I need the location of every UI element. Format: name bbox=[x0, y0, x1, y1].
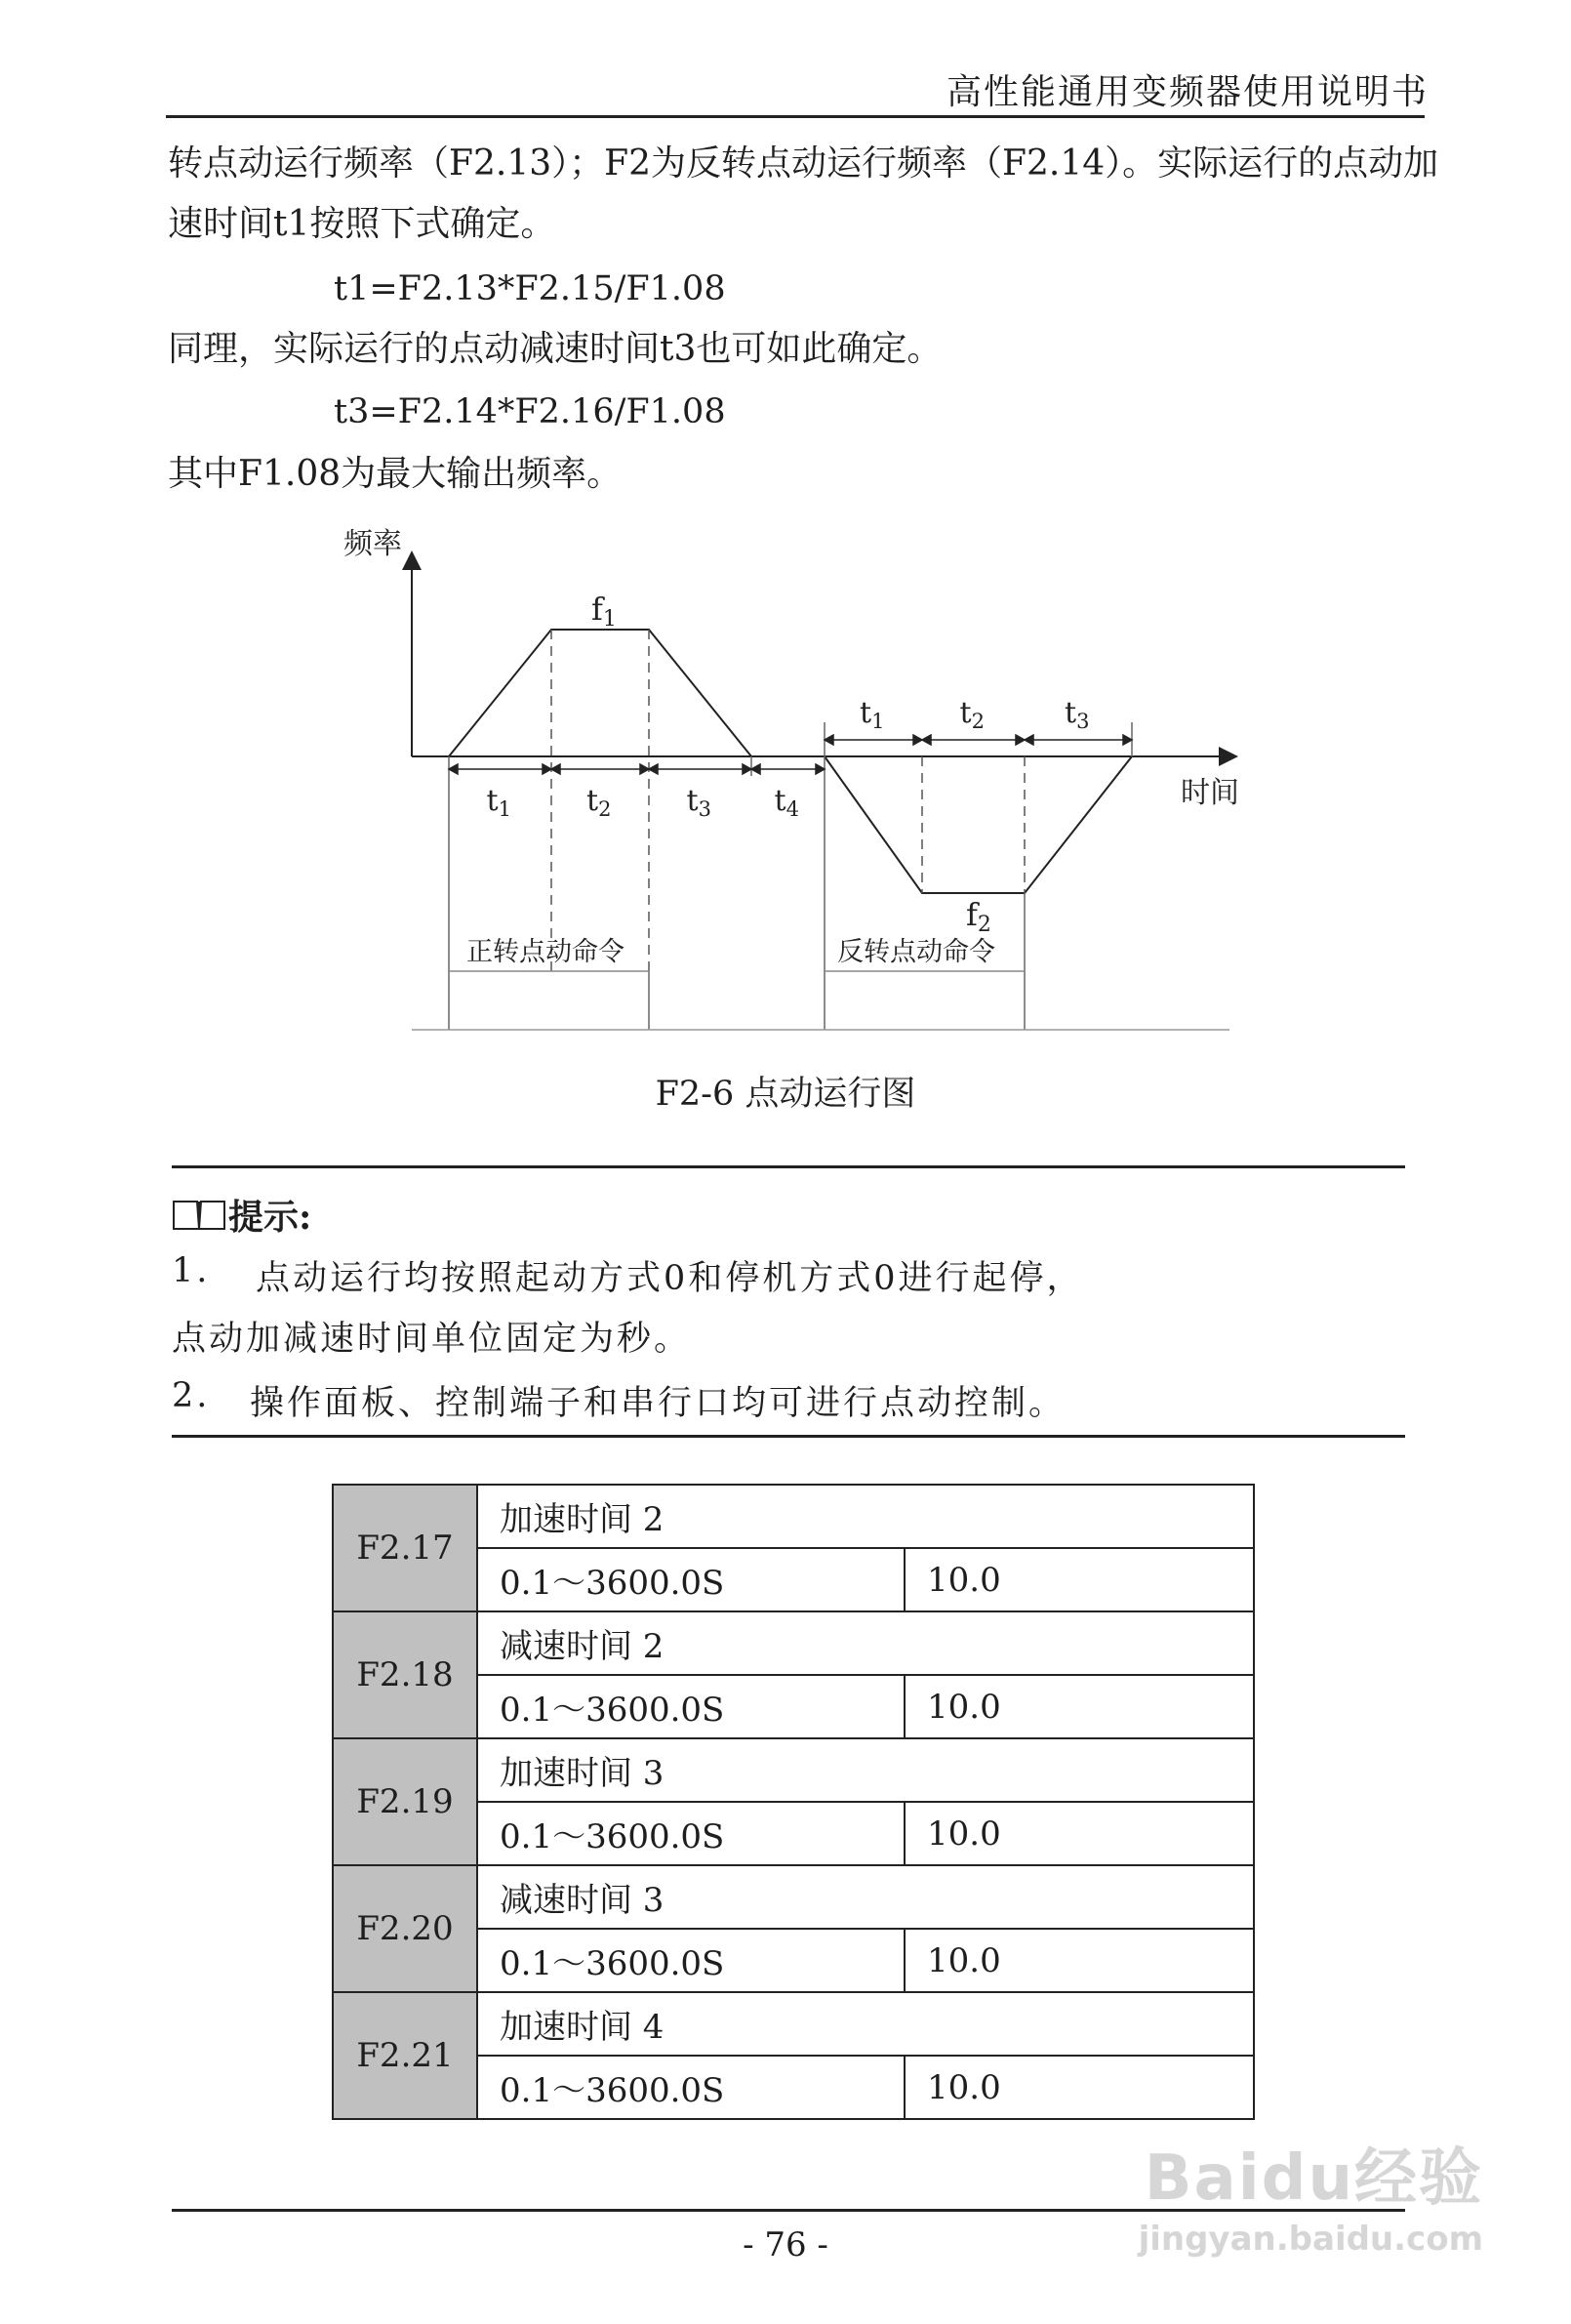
forward-jog-curve bbox=[449, 630, 751, 756]
document-title: 高性能通用变频器使用说明书 bbox=[946, 72, 1429, 112]
arrow-head bbox=[751, 764, 760, 774]
arrow-head bbox=[551, 764, 560, 774]
interval-label: $t_1$ bbox=[860, 696, 885, 733]
paragraph-line-3: 同理，实际运行的点动减速时间t3也可如此确定。 bbox=[168, 329, 943, 369]
formula-t1: t1=F2.13*F2.15/F1.08 bbox=[334, 269, 726, 308]
interval-label: $t_2$ bbox=[586, 784, 612, 821]
interval-label: $t_1$ bbox=[486, 784, 511, 821]
f1-label: f1 bbox=[591, 591, 617, 632]
param-range: 0.1～3600.0S bbox=[477, 2056, 905, 2119]
arrow-head bbox=[1123, 735, 1132, 745]
y-axis-label: 频率 bbox=[343, 527, 402, 561]
figure-caption: F2-6 点动运行图 bbox=[655, 1075, 916, 1114]
param-range: 0.1～3600.0S bbox=[477, 1675, 905, 1738]
tip-item-1-number: 1. bbox=[172, 1251, 211, 1290]
jog-operation-diagram bbox=[322, 517, 1249, 1044]
param-name: 减速时间 3 bbox=[477, 1865, 1254, 1929]
param-row-name bbox=[333, 1865, 1254, 1929]
book-icon bbox=[172, 1198, 226, 1233]
param-row-name bbox=[333, 1485, 1254, 1548]
paragraph-line-2: 速时间t1按照下式确定。 bbox=[168, 204, 556, 244]
tip-item-1-continuation: 点动加减速时间单位固定为秒。 bbox=[172, 1320, 692, 1359]
formula-t3: t3=F2.14*F2.16/F1.08 bbox=[334, 392, 726, 431]
arrow-head bbox=[649, 764, 658, 774]
interval-label: $t_4$ bbox=[774, 784, 799, 821]
param-range: 0.1～3600.0S bbox=[477, 1929, 905, 1992]
arrow-head bbox=[449, 764, 458, 774]
arrow-head bbox=[922, 735, 931, 745]
param-row-name bbox=[333, 1611, 1254, 1675]
param-default: 10.0 bbox=[905, 2056, 1254, 2119]
paragraph-line-1: 转点动运行频率（F2.13）；F2为反转点动运行频率（F2.14）。实际运行的点动加 bbox=[168, 143, 1439, 183]
paragraph-line-4: 其中F1.08为最大输出频率。 bbox=[168, 454, 623, 494]
param-code: F2.18 bbox=[333, 1611, 477, 1738]
interval-label: $t_2$ bbox=[959, 696, 985, 733]
tip-bottom-rule bbox=[172, 1435, 1405, 1438]
interval-label: $t_3$ bbox=[1065, 696, 1090, 733]
watermark-brand: Baidu经验 bbox=[1144, 2142, 1483, 2215]
arrow-head bbox=[1025, 735, 1033, 745]
f2-label: f2 bbox=[966, 896, 991, 937]
param-default: 10.0 bbox=[905, 1675, 1254, 1738]
tip-title: 提示: bbox=[228, 1197, 312, 1238]
param-default: 10.0 bbox=[905, 1548, 1254, 1611]
tip-item-1-text: 点动运行均按照起动方式0和停机方式0进行起停， bbox=[256, 1259, 1084, 1298]
param-code: F2.21 bbox=[333, 1992, 477, 2119]
param-name: 加速时间 2 bbox=[477, 1485, 1254, 1548]
param-code: F2.19 bbox=[333, 1738, 477, 1865]
param-default: 10.0 bbox=[905, 1929, 1254, 1992]
param-code: F2.20 bbox=[333, 1865, 477, 1992]
parameter-table bbox=[332, 1484, 1255, 2120]
baidu-watermark bbox=[1139, 2128, 1483, 2259]
reverse-jog-curve bbox=[825, 756, 1132, 893]
page-number: - 76 - bbox=[743, 2225, 828, 2264]
param-name: 减速时间 2 bbox=[477, 1611, 1254, 1675]
watermark-url: jingyan.baidu.com bbox=[1138, 2220, 1483, 2259]
param-range: 0.1～3600.0S bbox=[477, 1548, 905, 1611]
param-name: 加速时间 4 bbox=[477, 1992, 1254, 2056]
forward-command-label: 正转点动命令 bbox=[466, 937, 624, 967]
header-rule bbox=[166, 115, 1425, 118]
tip-item-2-number: 2. bbox=[172, 1376, 211, 1415]
param-row-name bbox=[333, 1992, 1254, 2056]
arrow-head bbox=[816, 764, 825, 774]
interval-label: $t_3$ bbox=[686, 784, 711, 821]
tip-heading bbox=[172, 1190, 311, 1240]
param-default: 10.0 bbox=[905, 1802, 1254, 1865]
tip-item-2-text: 操作面板、控制端子和串行口均可进行点动控制。 bbox=[250, 1384, 1067, 1423]
tip-top-rule bbox=[172, 1165, 1405, 1168]
param-range: 0.1～3600.0S bbox=[477, 1802, 905, 1865]
param-row-name bbox=[333, 1738, 1254, 1802]
reverse-command-label: 反转点动命令 bbox=[837, 937, 995, 967]
param-code: F2.17 bbox=[333, 1485, 477, 1611]
arrow-head bbox=[825, 735, 833, 745]
param-name: 加速时间 3 bbox=[477, 1738, 1254, 1802]
x-axis-label: 时间 bbox=[1181, 776, 1239, 810]
